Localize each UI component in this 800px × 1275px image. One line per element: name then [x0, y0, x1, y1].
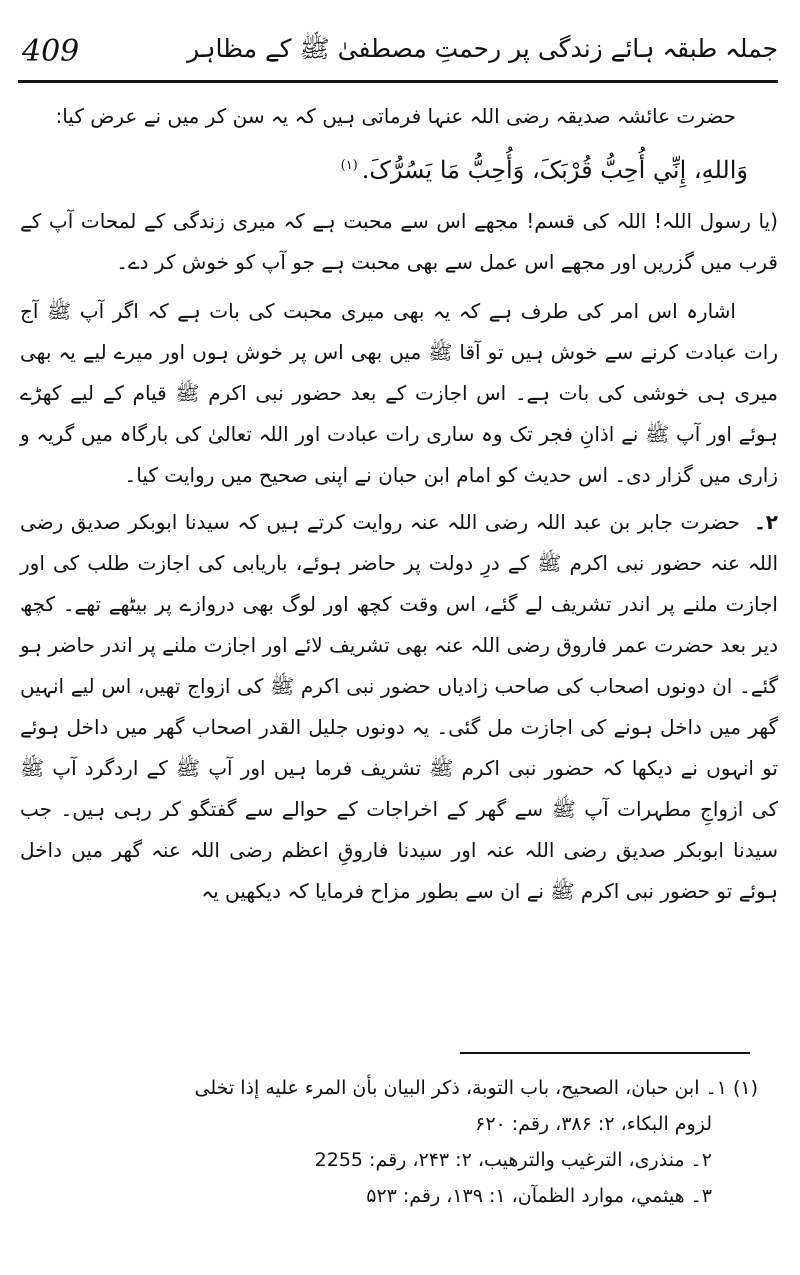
arabic-quote-text: وَاللهِ، إِنِّي أُحِبُّ قُرْبَکَ، وَأُحِبُّ مَا يَسُرُّکَ. [361, 156, 748, 184]
arabic-quote [20, 143, 778, 193]
footnote-line: ۳۔ هيثمي، موارد الظمآن، ۱: ۱۳۹، رقم: ۵۲۳ [366, 1185, 712, 1207]
footnote-separator [460, 1052, 750, 1054]
hadith-2-paragraph [20, 502, 778, 912]
footnote-line: لزوم البكاء، ۲: ۳۸۶، رقم: ۶۲۰ [475, 1113, 712, 1135]
translation-paragraph: (یا رسول اللہ! اللہ کی قسم! مجھے اس سے محبت ہے کہ میری زندگی کے لمحات آپ کے قرب میں گزریں اور مجھے اس عمل سے بھی محبت ہے جو آپ کو خوش کر دے۔ [20, 209, 778, 274]
running-title: جملہ طبقہ ہائے زندگی پر رحمتِ مصطفیٰ ﷺ کے مظاہر [187, 33, 778, 63]
hadith-2-text: حضرت جابر بن عبد اللہ رضی اللہ عنہ روایت کرتے ہیں کہ سیدنا ابوبکر صدیق رضی اللہ عنہ حضور نبی اکرم ﷺ کے درِ دولت پر حاضر ہوئے، باریابی کی اجازت طلب کی اور اجازت ملنے پر اندر تشریف لے گئے، اس وقت کچھ اور لوگ بھی دروازے پر بیٹھے تھے۔ کچھ دیر بعد حضرت عمر فاروق رضی اللہ عنہ بھی تشریف لائے اور اجازت ملنے پر اندر حاضر ہو گئے۔ ان دونوں اصحاب کی صاحب زادیاں حضور نبی اکرم ﷺ کی ازواج تھیں، اس لیے انہیں گھر میں داخل ہونے کی اجازت مل گئی۔ یہ دونوں جلیل القدر اصحاب گھر میں داخل ہوئے تو انہوں نے دیکھا کہ حضور نبی اکرم ﷺ تشریف فرما ہیں اور آپ ﷺ کے اردگرد آپ ﷺ کی ازواجِ مطہرات آپ ﷺ سے گھر کے اخراجات کے حوالے سے گفتگو کر رہی ہیں۔ جب سیدنا ابوبکر صدیق رضی اللہ عنہ اور سیدنا فاروقِ اعظم رضی اللہ عنہ گھر میں داخل ہوئے تو حضور نبی اکرم ﷺ نے ان سے بطور مزاح فرمایا کہ دیکھیں یہ [20, 510, 778, 903]
page-number: 409 [22, 33, 80, 69]
page-header [18, 22, 778, 83]
hadith-number: ۲۔ [754, 510, 778, 534]
main-text [20, 96, 778, 918]
footnote-line: ۲۔ منذری، الترغيب والترهيب، ۲: ۲۴۳، رقم: 2255 [314, 1149, 712, 1171]
footnote-marker: (۱) [340, 158, 358, 173]
footnote-line: (۱) ۱۔ ابن حبان، الصحيح، باب التوبة، ذكر البيان بأن المرء عليه إذا تخلى [194, 1077, 758, 1099]
intro-paragraph: حضرت عائشہ صدیقہ رضی اللہ عنہا فرماتی ہیں کہ یہ سن کر میں نے عرض کیا: [55, 104, 736, 128]
footnotes [40, 1070, 758, 1214]
explanation-paragraph: اشارہ اس امر کی طرف ہے کہ یہ بھی میری محبت کی بات ہے کہ اگر آپ ﷺ آج رات عبادت کرنے سے خوش ہیں تو آقا ﷺ میں بھی اس پر خوش ہوں اور میرے لیے یہ بھی میری ہی خوشی کی بات ہے۔ اس اجازت کے بعد حضور نبی اکرم ﷺ قیام کے لیے کھڑے ہوئے اور آپ ﷺ نے اذانِ فجر تک وہ ساری رات عبادت اور اللہ تعالیٰ کی بارگاہ میں گریہ و زاری میں گزار دی۔ اس حدیث کو امام ابن حبان نے اپنی صحیح میں روایت کیا۔ [20, 299, 778, 487]
